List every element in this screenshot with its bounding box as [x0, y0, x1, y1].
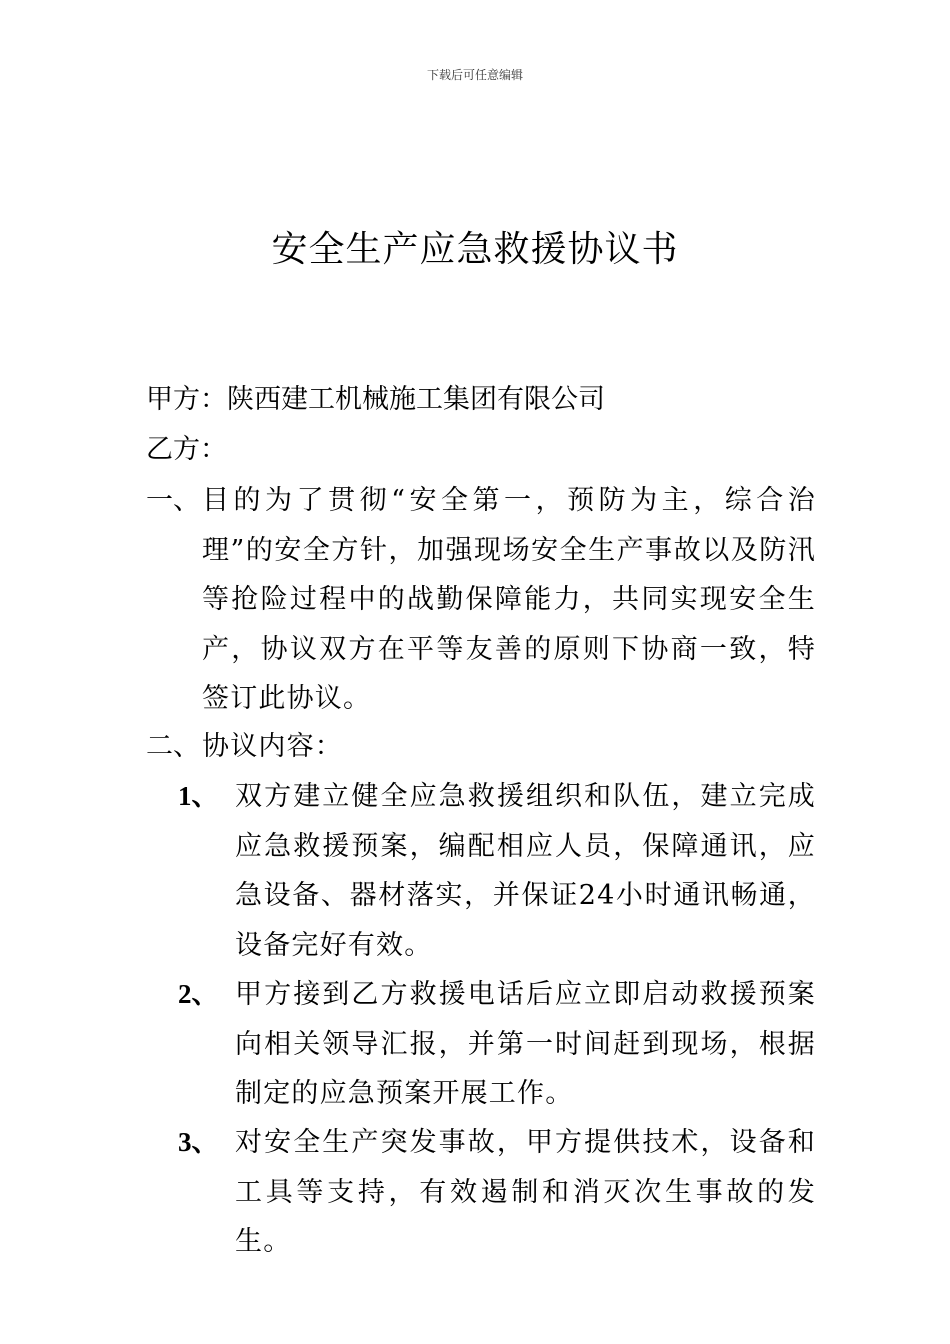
section-number: 二、: [146, 731, 200, 762]
section-content: [146, 722, 816, 772]
list-item: [178, 1118, 816, 1267]
list-item-text: 双方建立健全应急救援组织和队伍，建立完成应急救援预案，编配相应人员，保障通讯，应急设备、器材落实，并保证24小时通讯畅通，设备完好有效。: [235, 781, 816, 961]
list-item-number: 2、: [178, 979, 219, 1009]
section-text: 目的为了贯彻“安全第一，预防为主，综合治理”的安全方针，加强现场安全生产事故以及防汛等抢险过程中的战勤保障能力，共同实现安全生产，协议双方在平等友善的原则下协商一致，特签订此协议。: [202, 485, 816, 714]
party-a-line: 甲方：陕西建工机械施工集团有限公司: [146, 384, 605, 415]
list-item-number: 3、: [178, 1127, 219, 1157]
header-note: 下载后可任意编辑: [426, 68, 523, 82]
list-item-text: 甲方接到乙方救援电话后应立即启动救援预案向相关领导汇报，并第一时间赶到现场，根据制定的应急预案开展工作。: [235, 979, 816, 1109]
list-item: [178, 772, 816, 970]
list-item: [178, 970, 816, 1119]
list-item-number: 1、: [178, 781, 219, 811]
section-number: 一、: [146, 485, 200, 516]
section-purpose: [146, 476, 816, 724]
list-item-text: 对安全生产突发事故，甲方提供技术，设备和工具等支持，有效遏制和消灭次生事故的发生。: [235, 1127, 816, 1257]
document-title: 安全生产应急救援协议书: [271, 229, 679, 270]
section-text: 协议内容：: [202, 731, 343, 762]
party-b-line: 乙方：: [146, 434, 227, 465]
